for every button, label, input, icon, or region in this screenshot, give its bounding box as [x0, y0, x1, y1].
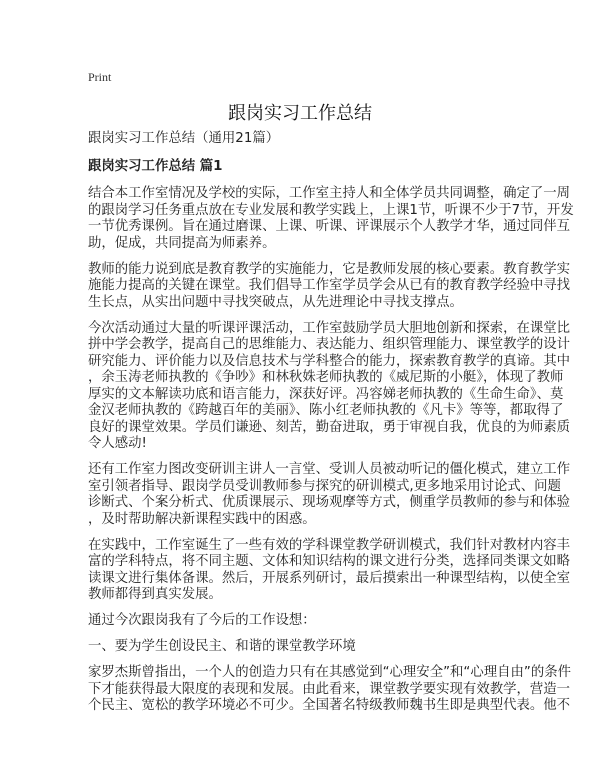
paragraph-line: 一节优秀课例。旨在通过磨课、上课、听课、评课展示个人教学才华，通过同伴互 — [88, 219, 571, 234]
print-link[interactable]: Print — [88, 70, 112, 84]
document-subtitle: 跟岗实习工作总结（通用21篇） — [88, 131, 280, 146]
paragraph-line: 家罗杰斯曾指出，一个人的创造力只有在其感觉到“心理安全”和“心理自由”的条件 — [88, 665, 572, 680]
paragraph-line: 读课文进行集体备课。然后，开展系列研讨，最后摸索出一种课型结构，以使全室 — [88, 570, 571, 586]
paragraph-line: 研究能力、评价能力以及信息技术与学科整合的能力，探索教育教学的真谛。其中 — [88, 353, 571, 369]
document-body — [88, 131, 574, 724]
paragraph-line: 室引领者指导、跟岗学员受训教师参与探究的研训模式,更多地采用讨论式、问题 — [88, 478, 561, 494]
paragraph — [88, 186, 574, 252]
paragraph — [88, 537, 571, 604]
paragraph-line: 施能力提高的关键在课堂。我们倡导工作室学员学会从已有的教育教学经验中寻找 — [88, 278, 571, 293]
paragraph-line: 一、要为学生创设民主、和谐的课堂教学环境 — [88, 639, 356, 654]
paragraph-line: 诊断式、个案分析式、优质课展示、现场观摩等方式，侧重学员教师的参与和体验 — [88, 495, 571, 510]
paragraph-line: 下才能获得最大限度的表现和发展。由此看来，课堂教学要实现有效教学，营造一 — [88, 681, 571, 697]
paragraph-line: ，余玉涛老师执教的《争吵》和林秋姝老师执教的《威尼斯的小艇》，体现了教师 — [88, 370, 564, 385]
paragraph-line: 教师都得到真实发展。 — [88, 587, 222, 602]
paragraph-line: 的跟岗学习任务重点放在专业发展和教学实践上，上课1节，听课不少于7节，开发 — [88, 202, 574, 218]
paragraph-line: 助，促成，共同提高为师素养。 — [88, 235, 276, 251]
section-heading: 跟岗实习工作总结 篇1 — [88, 158, 223, 174]
paragraph-line: 良好的课堂效果。学员们谦逊、刻苦，勤奋进取，勇于审视自我，优良的为师素质 — [88, 419, 571, 435]
paragraph — [88, 462, 571, 528]
paragraph-line: 教师的能力说到底是教育教学的实施能力，它是教师发展的核心要素。教育教学实 — [88, 261, 571, 277]
paragraph-line: 厚实的文本解读功底和语言能力，深获好评。冯容娣老师执教的《生命生命》、莫 — [88, 386, 564, 402]
paragraph-line: 令人感动! — [88, 436, 147, 451]
paragraph-line: 个民主、宽松的教学环境必不可少。全国著名特级教师魏书生即是典型代表。他不 — [88, 698, 571, 713]
paragraph — [88, 320, 571, 453]
paragraph-line: 生长点，从实出问题中寻找突破点，从先进理论中寻找支撑点。 — [88, 294, 463, 310]
paragraph-line: 富的学科特点，将不同主题、文体和知识结构的课文进行分类，选择同类课文如略 — [88, 554, 571, 569]
paragraph-line: 今次活动通过大量的听课评课活动，工作室鼓励学员大胆地创新和探索，在课堂比 — [88, 320, 571, 336]
paragraph — [88, 613, 528, 630]
paragraph-line: 金汉老师执教的《跨越百年的美丽》、陈小红老师执教的《凡卡》等等，都取得了 — [88, 403, 564, 418]
paragraph-line: 还有工作室力图改变研训主讲人一言堂、受训人员被动听记的僵化模式，建立工作 — [88, 462, 571, 477]
paragraph-line: 通过今次跟岗我有了今后的工作设想： — [88, 613, 316, 628]
paragraph-list — [88, 186, 574, 715]
paragraph-line: ，及时帮助解决新课程实践中的困惑。 — [88, 511, 316, 527]
paragraph — [88, 639, 528, 656]
paragraph — [88, 261, 571, 312]
document-title: 跟岗实习工作总结 — [228, 103, 372, 124]
paragraph-line: 拼中学会教学，提高自己的思维能力、表达能力、组织管理能力、课堂教学的设计 — [88, 337, 571, 352]
paragraph-line: 在实践中，工作室诞生了一些有效的学科课堂教学研训模式，我们针对教材内容丰 — [88, 537, 571, 553]
paragraph-line: 结合本工作室情况及学校的实际，工作室主持人和全体学员共同调整，确定了一周 — [88, 186, 571, 201]
paragraph — [88, 665, 572, 715]
